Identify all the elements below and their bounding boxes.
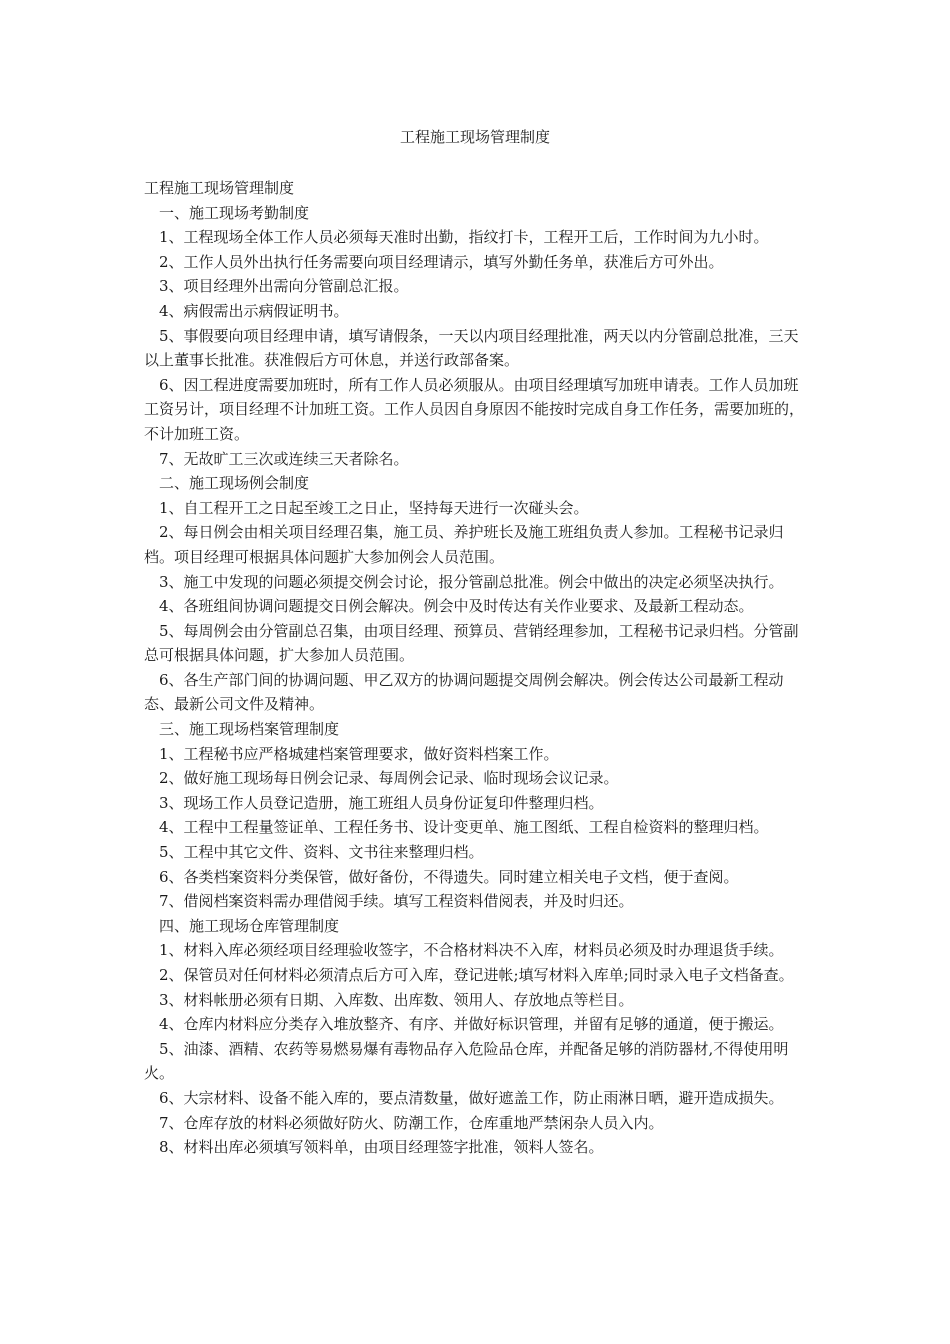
paragraph: 6、因工程进度需要加班时，所有工作人员必须服从。由项目经理填写加班申请表。工作人员加班工资另计，项目经理不计加班工资。工作人员因自身原因不能按时完成自身工作任务，需要加班的，不计加班工资。 [144,375,805,443]
document-subtitle: 工程施工现场管理制度 [144,179,295,197]
paragraph: 8、材料出库必须填写领料单，由项目经理签字批准，领料人签名。 [159,1138,604,1157]
paragraph: 1、自工程开工之日起至竣工之日止，坚持每天进行一次碰头会。 [159,498,589,517]
section-heading: 一、施工现场考勤制度 [159,203,310,222]
paragraph: 1、工程现场全体工作人员必须每天准时出勤，指纹打卡，工程开工后，工作时间为九小时。 [159,228,769,247]
paragraph: 6、大宗材料、设备不能入库的，要点清数量，做好遮盖工作，防止雨淋日晒，避开造成损失。 [159,1088,784,1107]
paragraph: 2、做好施工现场每日例会记录、每周例会记录、临时现场会议记录。 [159,769,619,788]
document-title: 工程施工现场管理制度 [399,128,550,146]
paragraph: 5、油漆、酒精、农药等易燃易爆有毒物品存入危险品仓库，并配备足够的消防器材,不得使用明火。 [144,1039,789,1083]
paragraph: 5、每周例会由分管副总召集，由项目经理、预算员、营销经理参加，工程秘书记录归档。分管副总可根据具体问题，扩大参加人员范围。 [144,621,799,665]
paragraph: 4、各班组间协调问题提交日例会解决。例会中及时传达有关作业要求、及最新工程动态。 [159,597,754,616]
paragraph: 6、各生产部门间的协调问题、甲乙双方的协调问题提交周例会解决。例会传达公司最新工程动态、最新公司文件及精神。 [144,670,784,714]
paragraph: 4、仓库内材料应分类存入堆放整齐、有序、并做好标识管理，并留有足够的通道，便于搬运。 [159,1015,784,1034]
paragraph: 2、每日例会由相关项目经理召集，施工员、养护班长及施工班组负责人参加。工程秘书记录归档。项目经理可根据具体问题扩大参加例会人员范围。 [144,523,784,566]
section-heading: 四、施工现场仓库管理制度 [159,916,340,935]
paragraph: 2、工作人员外出执行任务需要向项目经理请示，填写外勤任务单，获准后方可外出。 [159,252,724,271]
paragraph: 5、事假要向项目经理申请，填写请假条，一天以内项目经理批准，两天以内分管副总批准，三天以上董事长批准。获准假后方可休息，并送行政部备案。 [144,326,799,370]
document-body [144,176,812,1160]
paragraph: 3、现场工作人员登记造册，施工班组人员身份证复印件整理归档。 [159,793,604,812]
paragraph: 1、材料入库必须经项目经理验收签字，不合格材料决不入库，材料员必须及时办理退货手续。 [159,941,784,960]
paragraph: 5、工程中其它文件、资料、文书往来整理归档。 [159,843,484,862]
section-heading: 三、施工现场档案管理制度 [159,720,340,739]
paragraph: 7、无故旷工三次或连续三天者除名。 [159,449,409,468]
section-heading: 二、施工现场例会制度 [159,474,310,493]
paragraph: 3、项目经理外出需向分管副总汇报。 [159,277,409,296]
paragraph: 4、工程中工程量签证单、工程任务书、设计变更单、施工图纸、工程自检资料的整理归档。 [159,818,769,837]
paragraph: 6、各类档案资料分类保管，做好备份，不得遗失。同时建立相关电子文档，便于查阅。 [159,867,739,886]
paragraph: 3、施工中发现的问题必须提交例会讨论，报分管副总批准。例会中做出的决定必须坚决执行。 [159,572,784,591]
paragraph: 4、病假需出示病假证明书。 [159,301,349,320]
paragraph: 3、材料帐册必须有日期、入库数、出库数、领用人、存放地点等栏目。 [159,990,634,1009]
paragraph: 7、仓库存放的材料必须做好防火、防潮工作，仓库重地严禁闲杂人员入内。 [159,1113,664,1132]
paragraph: 2、保管员对任何材料必须清点后方可入库，登记进帐;填写材料入库单;同时录入电子文档备查。 [159,966,794,984]
paragraph: 1、工程秘书应严格城建档案管理要求，做好资料档案工作。 [159,744,559,763]
paragraph: 7、借阅档案资料需办理借阅手续。填写工程资料借阅表，并及时归还。 [159,892,634,911]
